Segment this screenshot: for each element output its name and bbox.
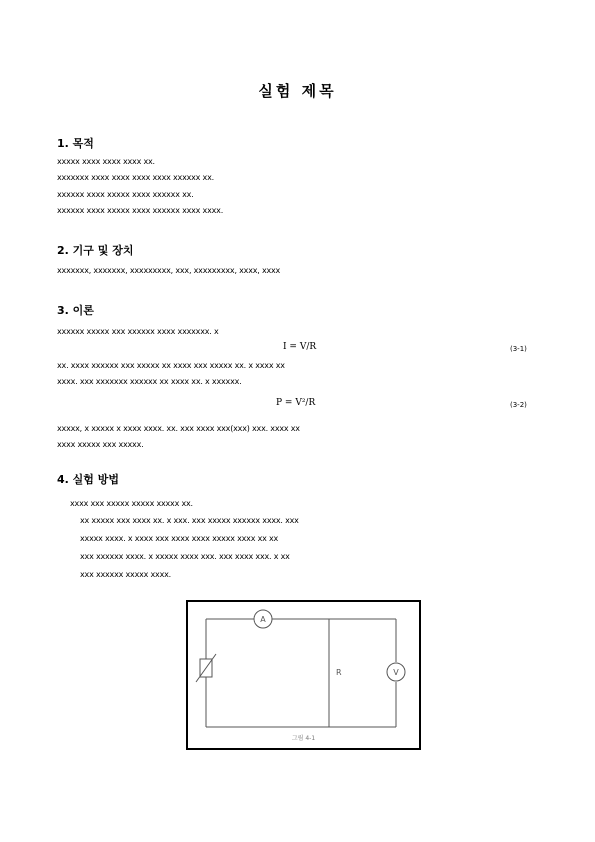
ammeter-label: A [260,615,266,624]
body-line: xxxx xxxxx xxx xxxxx. [57,440,144,449]
circuit-figure [186,600,421,750]
body-line: xx. xxxx xxxxxx xxx xxxxx xx xxxx xxx xxxxx xx. x xxxx xx [57,361,285,370]
body-line: xxxxxx xxxxx xxx xxxxxx xxxx xxxxxxx. x [57,327,219,336]
section-heading-purpose: 1. 목적 [57,137,94,150]
section-heading-equipment: 2. 기구 및 장치 [57,244,134,257]
body-line: xxxx xxx xxxxx xxxxx xxxxx xx. [70,499,193,508]
body-line: xxxx. xxx xxxxxxx xxxxxx xx xxxx xx. x xxxxxx. [57,377,242,386]
body-line: xxxxx, x xxxxx x xxxx xxxx. xx. xxx xxxx xxx(xxx) xxx. xxxx xx [57,424,300,433]
equation-2: P = V²/R [276,398,316,408]
body-line: xxx xxxxxx xxxx. x xxxxx xxxx xxx. xxx xxxx xxx. x xx [80,552,290,561]
body-line: xxxxxxx xxxx xxxx xxxx xxxx xxxxxx xx. [57,173,214,182]
body-line: xxxxxx xxxx xxxxx xxxx xxxxxx xx. [57,190,194,199]
resistor-label: R [336,668,342,677]
equation-1: I = V/R [283,342,317,352]
body-line: xxxxx xxxx xxxx xxxx xx. [57,157,155,166]
circuit-diagram [188,602,419,748]
body-line: xx xxxxx xxx xxxx xx. x xxx. xxx xxxxx xxxxxx xxxx. xxx [80,516,299,525]
document-title: 실험 제목 [258,82,337,100]
section-heading-procedure: 4. 실험 방법 [57,473,119,486]
body-line: xxxxxxx, xxxxxxx, xxxxxxxxx, xxx, xxxxxxxxx, xxxx, xxxx [57,266,281,275]
voltmeter-label: V [393,668,399,677]
body-line: xxx xxxxxx xxxxx xxxx. [80,570,171,579]
section-heading-theory: 3. 이론 [57,304,94,317]
body-line: xxxxx xxxx. x xxxx xxx xxxx xxxx xxxxx xxxx xx xx [80,534,279,543]
equation-number: (3-2) [510,401,527,409]
equation-number: (3-1) [510,345,527,353]
body-line: xxxxxx xxxx xxxxx xxxx xxxxxx xxxx xxxx. [57,206,224,215]
figure-caption: 그림 4-1 [291,735,316,742]
